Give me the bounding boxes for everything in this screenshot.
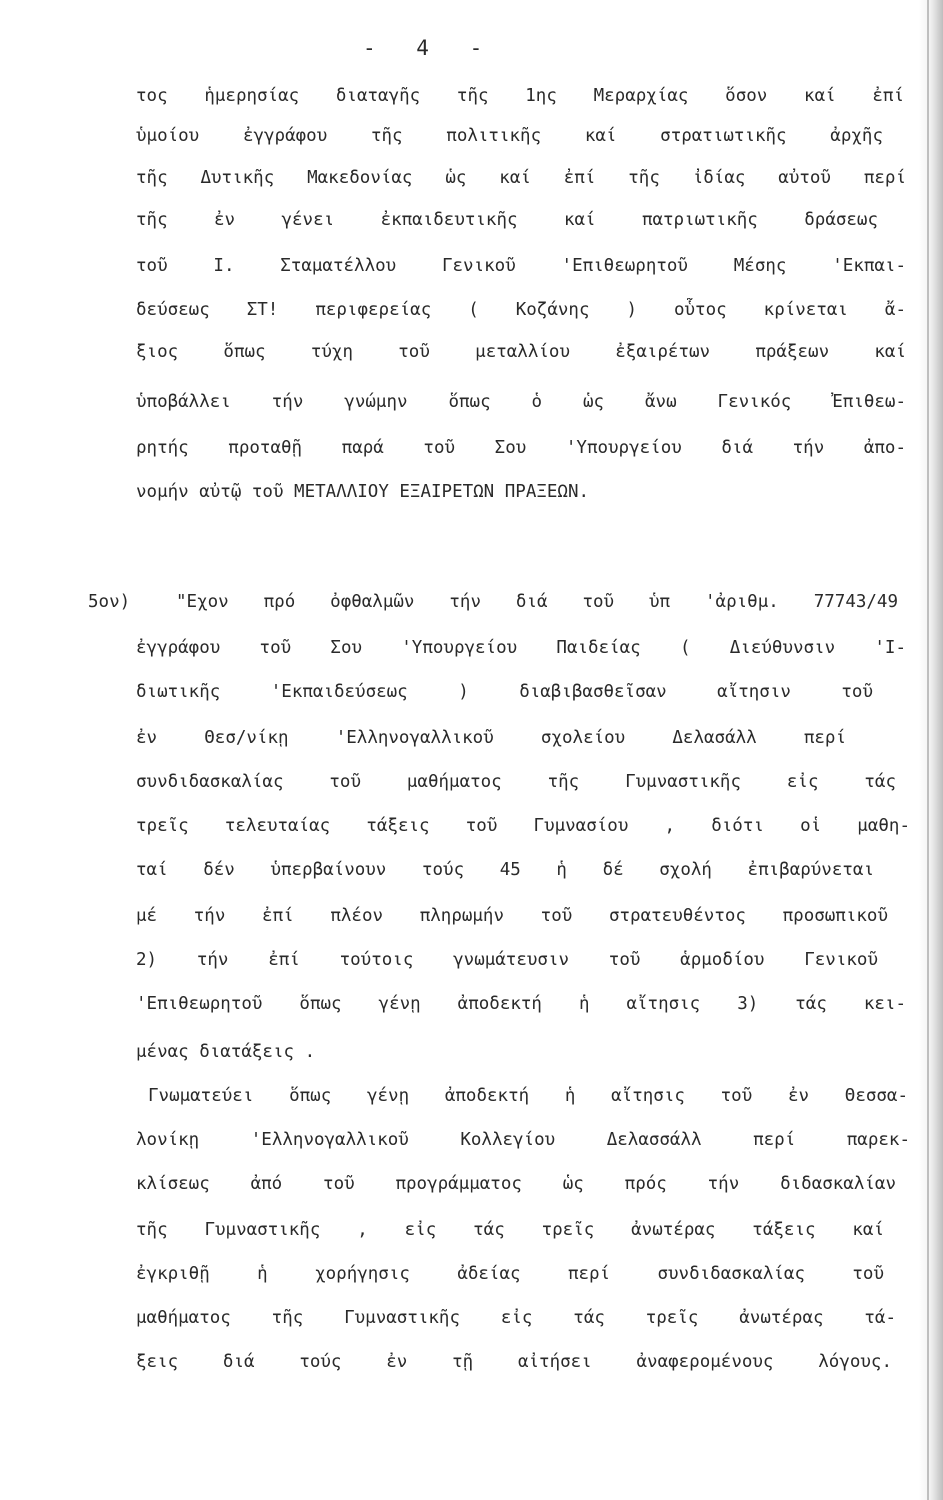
page-number: - 4 - — [363, 36, 497, 60]
text-line: ξεις διά τούς ἐν τῇ αἰτήσει ἀναφερομένους λόγους. — [136, 1352, 892, 1372]
text-line: μένας διατάξεις . — [136, 1042, 316, 1062]
text-line: ὑποβάλλει τήν γνώμην ὅπως ὁ ὡς ἄνω Γενικός Ἐπιθεω- — [136, 392, 906, 412]
text-line: ἐγκριθῇ ἡ χορήγησις ἀδείας περί συνδιδασκαλίας τοῦ — [136, 1264, 884, 1284]
text-line: 'Επιθεωρητοῦ ὅπως γένῃ ἀποδεκτή ἡ αἴτησις 3) τάς κει- — [136, 994, 906, 1014]
text-line: διωτικῆς 'Εκπαιδεύσεως ) διαβιβασθεῖσαν αἴτησιν τοῦ — [136, 682, 873, 702]
text-line: τῆς Γυμναστικῆς , εἰς τάς τρεῖς ἀνωτέρας τάξεις καί — [136, 1220, 884, 1240]
text-line: κλίσεως ἀπό τοῦ προγράμματος ὡς πρός τήν διδασκαλίαν — [136, 1174, 896, 1194]
page-edge-line — [927, 0, 929, 1500]
text-line: μαθήματος τῆς Γυμναστικῆς εἰς τάς τρεῖς ἀνωτέρας τά- — [136, 1308, 896, 1328]
text-line: συνδιδασκαλίας τοῦ μαθήματος τῆς Γυμναστικῆς εἰς τάς — [136, 772, 896, 792]
text-line: ἐγγράφου τοῦ Σου 'Υπουργείου Παιδείας ( Διεύθυνσιν 'Ι- — [136, 638, 906, 658]
text-line: τοῦ Ι. Σταματέλλου Γενικοῦ 'Επιθεωρητοῦ Μέσης 'Εκπαι- — [136, 256, 906, 276]
text-line: ρητής προταθῇ παρά τοῦ Σου 'Υπουργείου διά τήν ἀπο- — [136, 438, 906, 458]
text-line: τῆς Δυτικῆς Μακεδονίας ὡς καί ἐπί τῆς ἰδίας αὐτοῦ περί — [136, 168, 906, 188]
text-line: τρεῖς τελευταίας τάξεις τοῦ Γυμνασίου , διότι οἱ μαθη- — [136, 816, 910, 836]
text-line: δεύσεως ΣΤ! περιφερείας ( Κοζάνης ) οὗτος κρίνεται ἄ- — [136, 300, 906, 320]
text-line: 2) τήν ἐπί τούτοις γνωμάτευσιν τοῦ ἁρμοδίου Γενικοῦ — [136, 950, 878, 970]
text-line: "Εχον πρό ὀφθαλμῶν τήν διά τοῦ ὑπ 'ἀριθμ. 77743/49 — [176, 592, 898, 612]
text-line: Γνωματεύει ὅπως γένῃ ἀποδεκτή ἡ αἴτησις τοῦ ἐν Θεσσα- — [148, 1086, 908, 1106]
text-line: ὑμοίου ἐγγράφου τῆς πολιτικῆς καί στρατιωτικῆς ἀρχῆς — [136, 126, 883, 146]
text-line: ἐν Θεσ/νίκῃ 'Ελληνογαλλικοῦ σχολείου Δελασάλλ περί — [136, 728, 846, 748]
text-line: τος ἡμερησίας διαταγῆς τῆς 1ης Μεραρχίας ὅσον καί ἐπί — [136, 86, 904, 106]
text-line: ξιος ὅπως τύχη τοῦ μεταλλίου ἐξαιρέτων πράξεων καί — [136, 342, 906, 362]
text-line: νομήν αὐτῷ τοῦ ΜΕΤΑΛΛΙΟΥ ΕΞΑΙΡΕΤΩΝ ΠΡΑΞΕΩΝ. — [136, 482, 590, 502]
text-line: τῆς ἐν γένει ἐκπαιδευτικῆς καί πατριωτικῆς δράσεως — [136, 210, 878, 230]
text-line: λονίκῃ 'Ελληνογαλλικοῦ Κολλεγίου Δελασσάλλ περί παρεκ- — [136, 1130, 910, 1150]
text-line: μέ τήν ἐπί πλέον πληρωμήν τοῦ στρατευθέντος προσωπικοῦ — [136, 906, 888, 926]
item-number-label: 5ον) — [88, 592, 131, 612]
text-line: ταί δέν ὑπερβαίνουν τούς 45 ἡ δέ σχολή ἐπιβαρύνεται — [136, 860, 874, 880]
page-edge-shadow — [919, 0, 943, 1500]
